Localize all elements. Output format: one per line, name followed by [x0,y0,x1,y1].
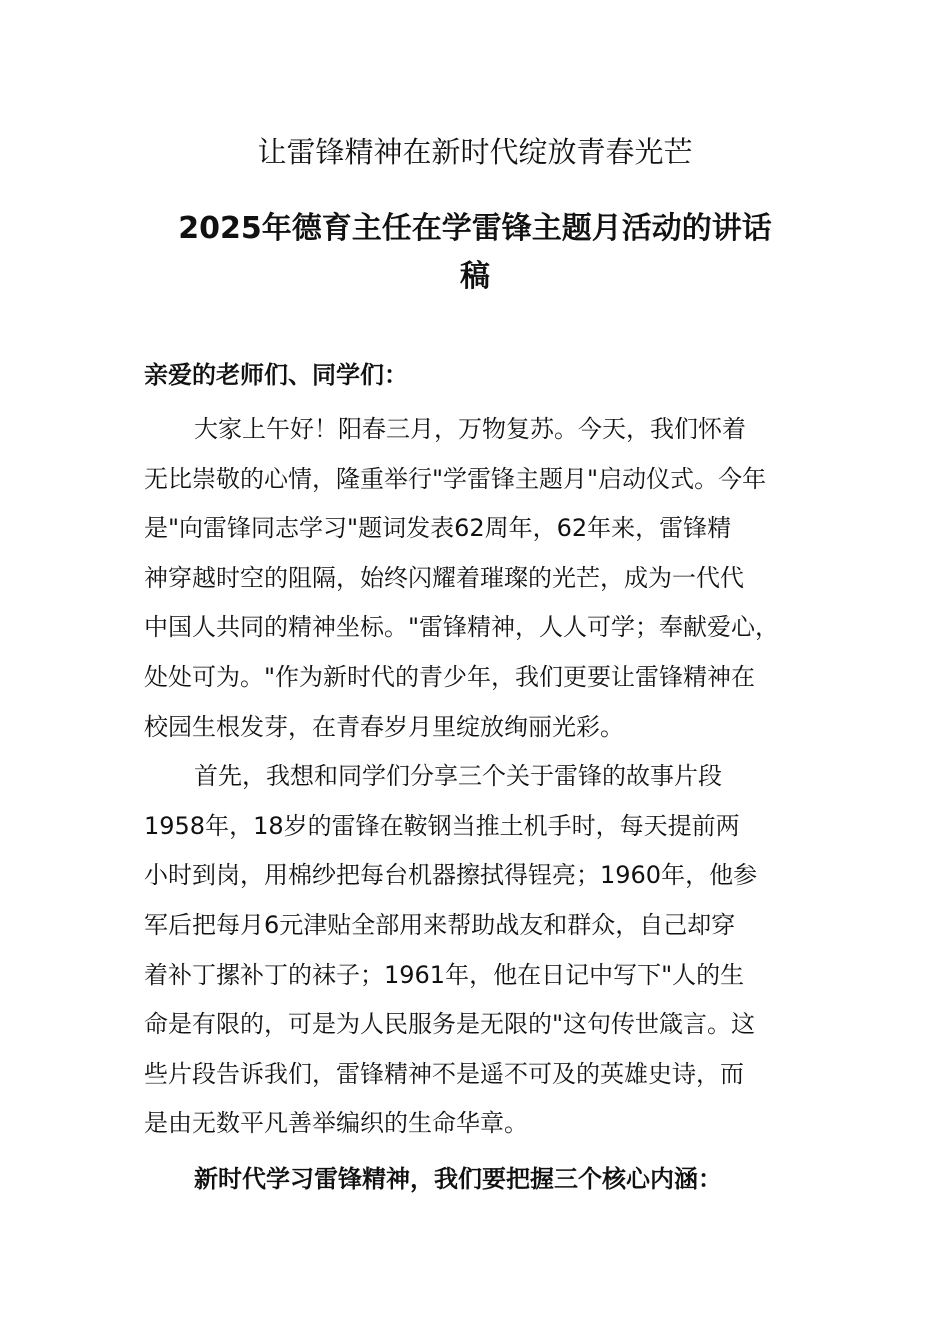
document-body [144,355,834,1205]
document-subtitle: 让雷锋精神在新时代绽放青春光芒 [257,135,693,169]
paragraph-line: 无比崇敬的心情，隆重举行"学雷锋主题月"启动仪式。今年 [144,464,767,493]
paragraph-line: 处处可为。"作为新时代的青少年，我们更要让雷锋精神在 [144,662,756,691]
paragraph-line: 着补丁摞补丁的袜子；1961年，他在日记中写下"人的生 [144,960,745,989]
paragraph-line: 命是有限的，可是为人民服务是无限的"这句传世箴言。这 [144,1010,756,1039]
paragraph-line: 1958年，18岁的雷锋在鞍钢当推土机手时，每天提前两 [144,811,740,840]
paragraph-1 [144,405,834,752]
paragraph-line: 是由无数平凡善举编织的生命华章。 [144,1109,528,1138]
paragraph-line: 些片段告诉我们，雷锋精神不是遥不可及的英雄史诗，而 [144,1059,744,1088]
paragraph-line: 大家上午好！阳春三月，万物复苏。今天，我们怀着 [194,415,746,443]
paragraph-line: 是"向雷锋同志学习"题词发表62周年，62年来，雷锋精 [144,514,732,543]
document-title [140,205,810,301]
paragraph-line: 军后把每月6元津贴全部用来帮助战友和群众，自己却穿 [144,910,736,939]
paragraph-2 [144,752,834,1149]
paragraph-line: 小时到岗，用棉纱把每台机器擦拭得锃亮；1960年，他参 [144,861,758,890]
paragraph-line: 首先，我想和同学们分享三个关于雷锋的故事片段 [194,762,722,791]
section-heading: 新时代学习雷锋精神，我们要把握三个核心内涵： [194,1164,722,1193]
greeting: 亲爱的老师们、同学们： [144,361,408,389]
title-line: 2025年德育主任在学雷锋主题月活动的讲话 [178,211,772,246]
paragraph-line: 校园生根发芽，在青春岁月里绽放绚丽光彩。 [144,712,624,741]
paragraph-line: 中国人共同的精神坐标。"雷锋精神，人人可学；奉献爱心， [144,613,780,642]
title-line: 稿 [460,259,490,294]
paragraph-line: 神穿越时空的阻隔，始终闪耀着璀璨的光芒，成为一代代 [144,563,744,592]
